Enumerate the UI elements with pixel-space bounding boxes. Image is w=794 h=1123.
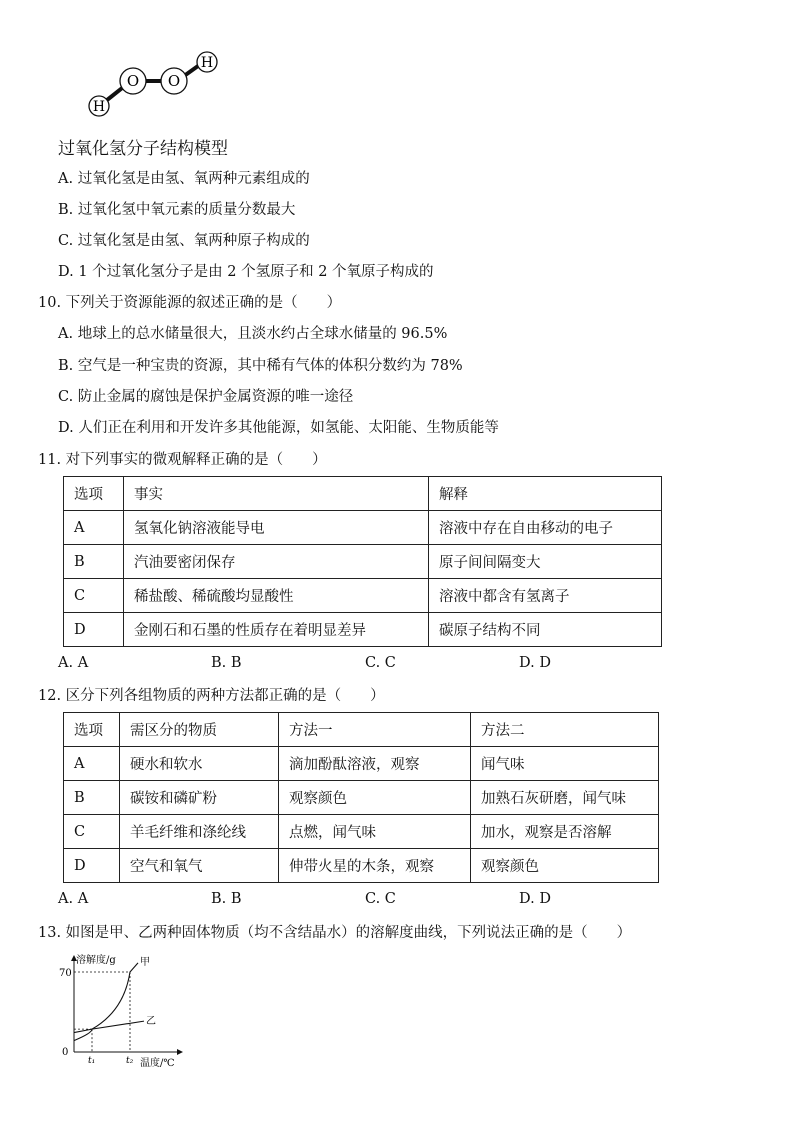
- atom-label: H: [200, 55, 214, 71]
- answer-choice-b: B. B: [211, 655, 242, 671]
- q12-table: [63, 712, 659, 883]
- table-cell: 碳原子结构不同: [429, 613, 662, 647]
- table-header: 需区分的物质: [120, 713, 279, 747]
- table-header: 选项: [64, 477, 124, 511]
- table-header: 方法一: [279, 713, 471, 747]
- q10-option-d: D. 人们正在利用和开发许多其他能源，如氢能、太阳能、生物质能等: [58, 420, 499, 436]
- q12-answer-choices: [58, 891, 698, 911]
- answer-choice-b: B. B: [211, 891, 242, 907]
- tick-label-origin: 0: [62, 1047, 69, 1058]
- table-cell: 溶液中都含有氢离子: [429, 579, 662, 613]
- answer-choice-a: A. A: [58, 891, 89, 907]
- table-cell: 稀盐酸、稀硫酸均显酸性: [124, 579, 429, 613]
- table-header-row: [64, 477, 662, 511]
- q9-option-b: B. 过氧化氢中氧元素的质量分数最大: [58, 202, 296, 218]
- table-header: 选项: [64, 713, 120, 747]
- table-cell: 羊毛纤维和涤纶线: [120, 815, 279, 849]
- q10-stem: 10. 下列关于资源能源的叙述正确的是（ ）: [38, 295, 342, 311]
- atom-label: H: [92, 99, 106, 115]
- q11-stem: 11. 对下列事实的微观解释正确的是（ ）: [38, 452, 327, 468]
- tick-label-y-70: 70: [59, 968, 72, 979]
- table-row: [64, 613, 662, 647]
- table-cell: D: [64, 613, 124, 647]
- table-row: [64, 545, 662, 579]
- table-cell: 加熟石灰研磨，闻气味: [471, 781, 659, 815]
- table-header: 解释: [429, 477, 662, 511]
- table-cell: 观察颜色: [279, 781, 471, 815]
- q10-option-a: A. 地球上的总水储量很大，且淡水约占全球水储量的 96.5%: [58, 326, 448, 342]
- answer-choice-c: C. C: [365, 891, 396, 907]
- table-cell: 原子间间隔变大: [429, 545, 662, 579]
- y-axis-label: 溶解度/g: [76, 955, 116, 966]
- table-row: [64, 781, 659, 815]
- answer-choice-d: D. D: [519, 655, 551, 671]
- answer-choice-a: A. A: [58, 655, 89, 671]
- table-cell: C: [64, 815, 120, 849]
- table-cell: D: [64, 849, 120, 883]
- tick-label-t2: t₂: [126, 1056, 134, 1066]
- table-cell: 伸带火星的木条，观察: [279, 849, 471, 883]
- q10-option-c: C. 防止金属的腐蚀是保护金属资源的唯一途径: [58, 389, 354, 405]
- table-cell: C: [64, 579, 124, 613]
- series-label: 乙: [146, 1016, 156, 1028]
- tick-label-t1: t₁: [88, 1056, 96, 1066]
- table-row: [64, 511, 662, 545]
- table-row: [64, 747, 659, 781]
- q9-option-c: C. 过氧化氢是由氢、氧两种原子构成的: [58, 233, 310, 249]
- table-row: [64, 579, 662, 613]
- table-cell: 碳铵和磷矿粉: [120, 781, 279, 815]
- q12-stem: 12. 区分下列各组物质的两种方法都正确的是（ ）: [38, 688, 385, 704]
- table-cell: 滴加酚酞溶液，观察: [279, 747, 471, 781]
- solubility-chart: [58, 952, 198, 1070]
- table-row: [64, 815, 659, 849]
- hydrogen-peroxide-molecule-model: [80, 44, 250, 124]
- table-cell: 观察颜色: [471, 849, 659, 883]
- table-header: 方法二: [471, 713, 659, 747]
- table-cell: A: [64, 747, 120, 781]
- table-cell: 氢氧化钠溶液能导电: [124, 511, 429, 545]
- table-cell: 闻气味: [471, 747, 659, 781]
- table-cell: A: [64, 511, 124, 545]
- q10-option-b: B. 空气是一种宝贵的资源，其中稀有气体的体积分数约为 78%: [58, 358, 463, 374]
- answer-choice-d: D. D: [519, 891, 551, 907]
- table-header: 事实: [124, 477, 429, 511]
- table-cell: 汽油要密闭保存: [124, 545, 429, 579]
- table-cell: 空气和氧气: [120, 849, 279, 883]
- molecule-caption: 过氧化氢分子结构模型: [58, 139, 228, 159]
- q11-table: [63, 476, 662, 647]
- table-cell: B: [64, 781, 120, 815]
- atom-label: O: [126, 72, 140, 90]
- series-label: 甲: [140, 956, 150, 968]
- q9-option-a: A. 过氧化氢是由氢、氧两种元素组成的: [58, 171, 310, 187]
- x-axis-label: 温度/℃: [140, 1058, 175, 1069]
- atom-label: O: [167, 72, 181, 90]
- table-cell: B: [64, 545, 124, 579]
- table-cell: 金刚石和石墨的性质存在着明显差异: [124, 613, 429, 647]
- q13-stem: 13. 如图是甲、乙两种固体物质（均不含结晶水）的溶解度曲线，下列说法正确的是（ ）: [38, 925, 632, 941]
- series-line-yi: [74, 1021, 144, 1032]
- answer-choice-c: C. C: [365, 655, 396, 671]
- table-header-row: [64, 713, 659, 747]
- table-cell: 溶液中存在自由移动的电子: [429, 511, 662, 545]
- q9-option-d: D. 1 个过氧化氢分子是由 2 个氢原子和 2 个氧原子构成的: [58, 264, 434, 280]
- table-cell: 点燃，闻气味: [279, 815, 471, 849]
- table-cell: 加水，观察是否溶解: [471, 815, 659, 849]
- table-cell: 硬水和软水: [120, 747, 279, 781]
- q11-answer-choices: [58, 655, 698, 675]
- bond-o-h: [184, 66, 198, 76]
- table-row: [64, 849, 659, 883]
